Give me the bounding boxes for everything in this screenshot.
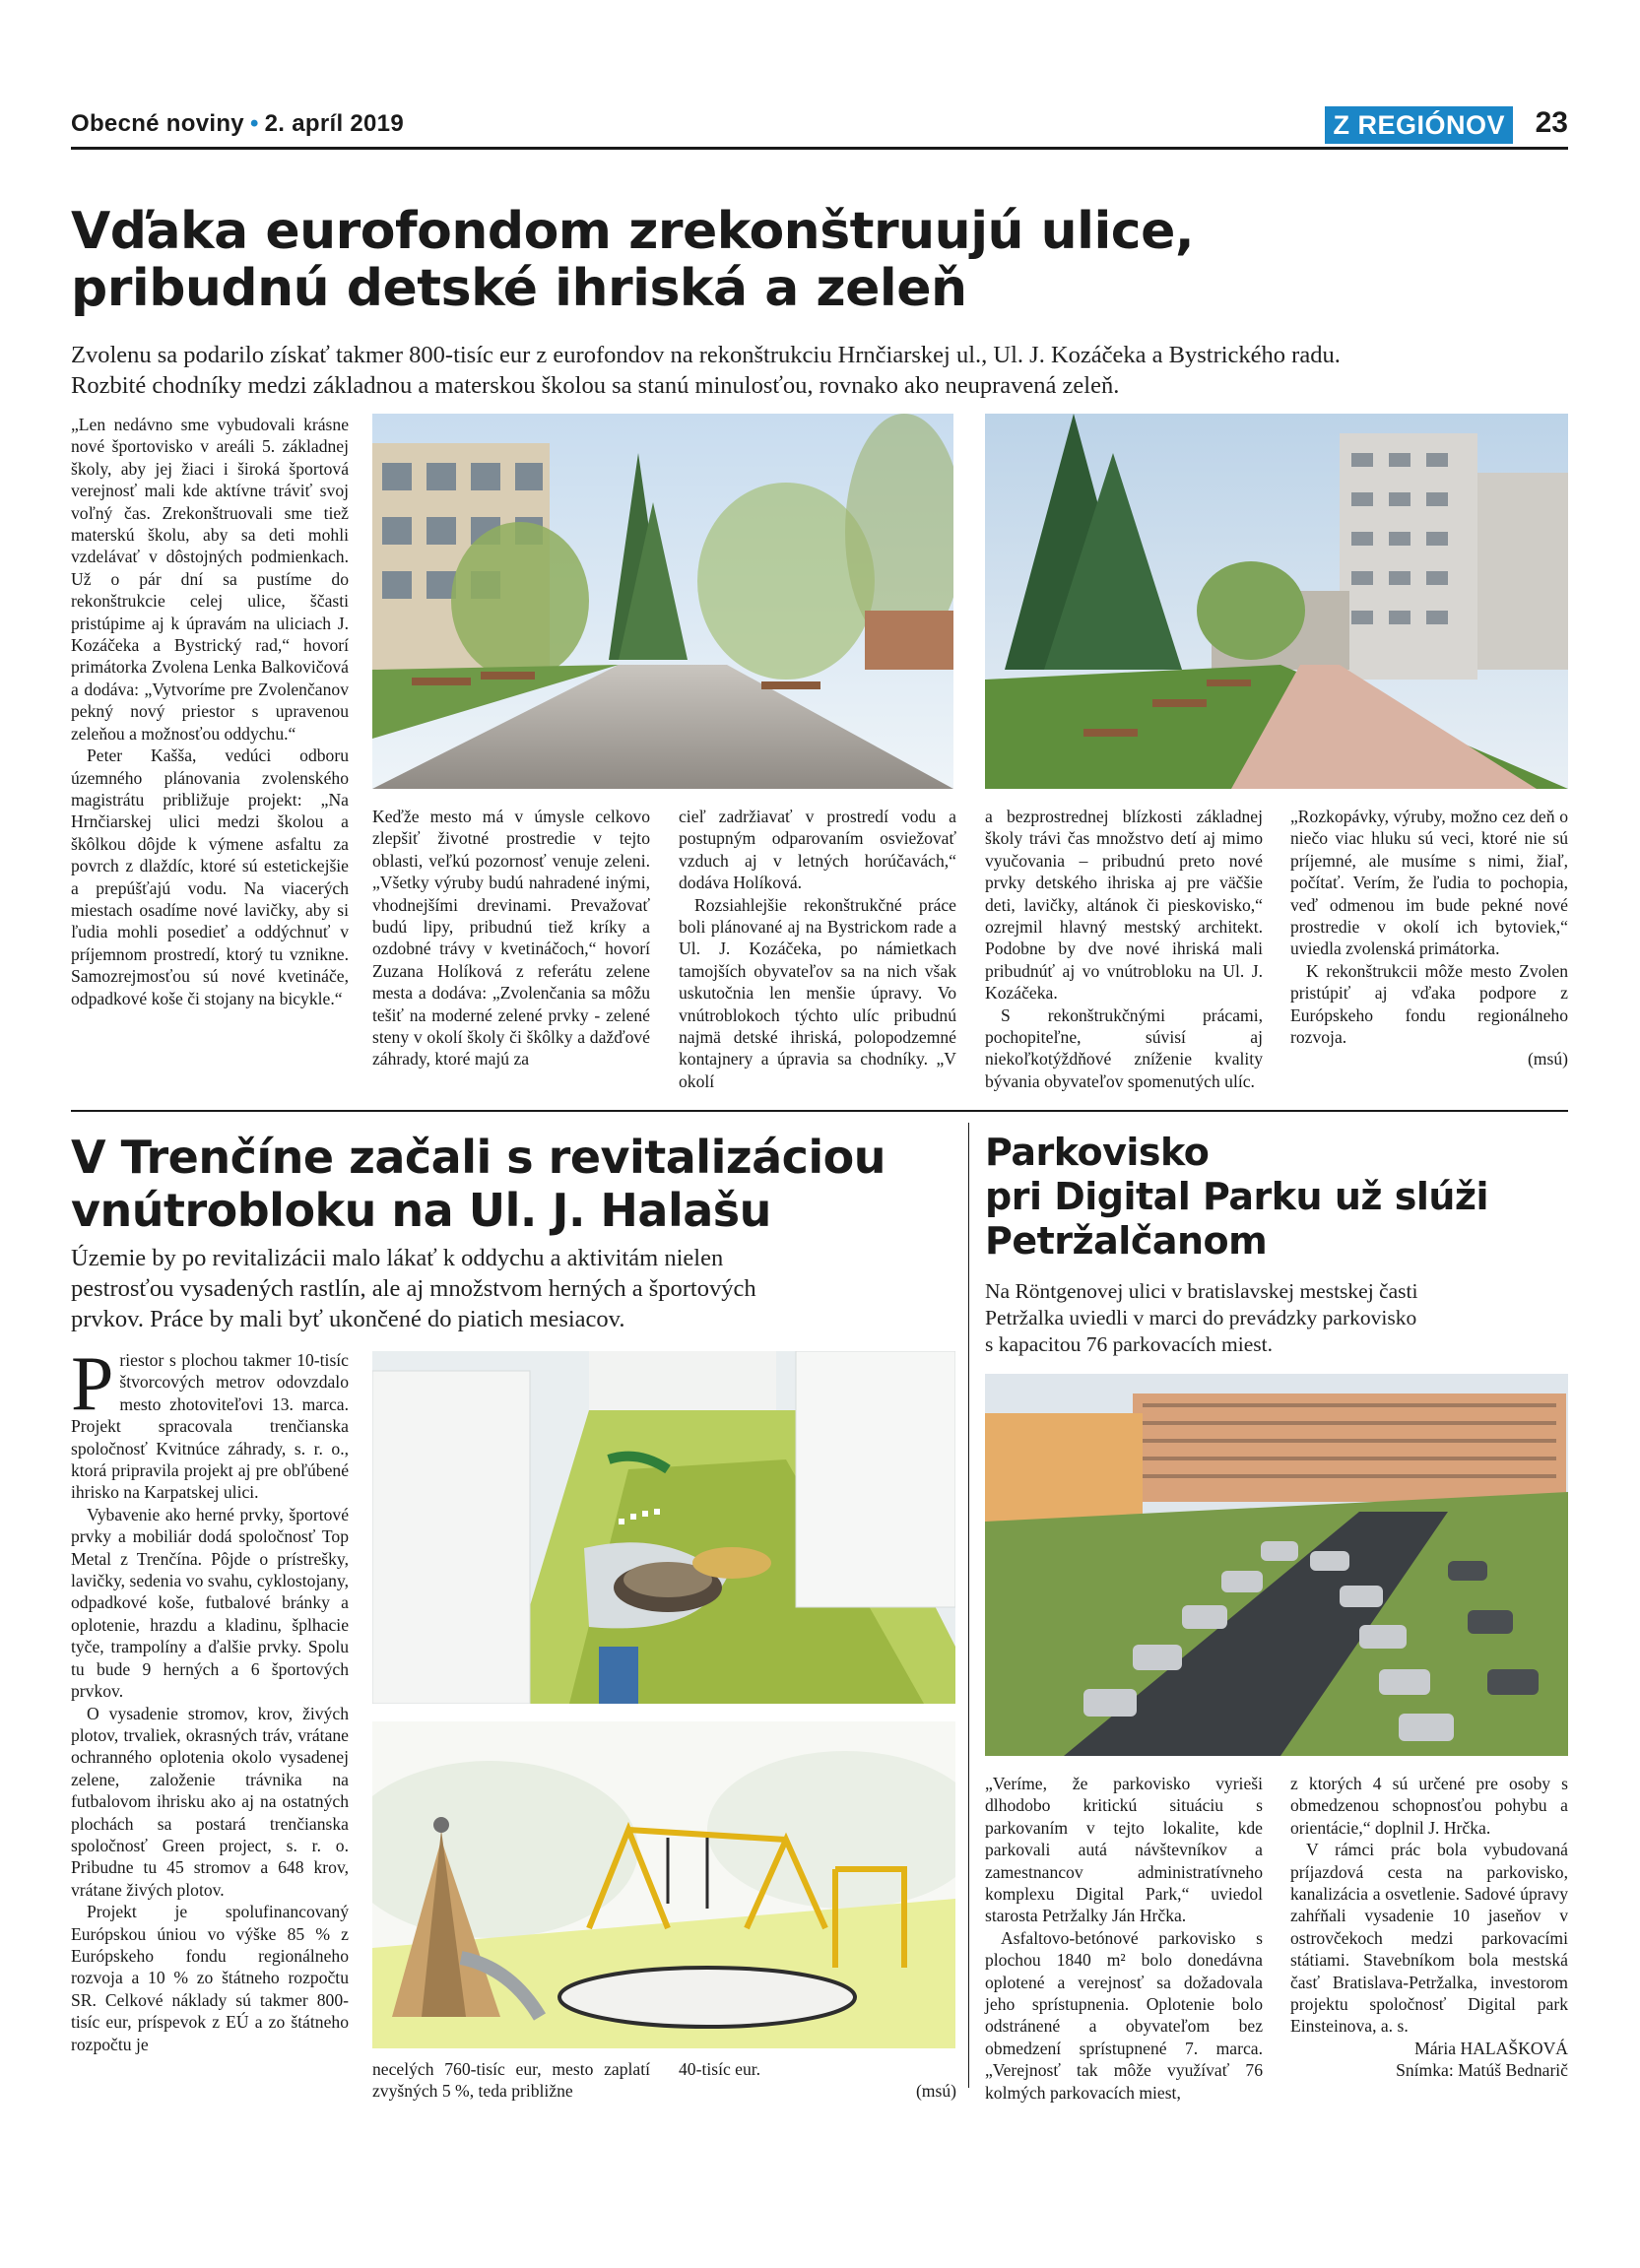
article1-column-1 [71, 414, 349, 1009]
article2-col3-paragraph-1: 40-tisíc eur. [679, 2059, 761, 2079]
article1-lead [71, 340, 1573, 401]
article1-col4-paragraph-2: S rekonštrukčnými prácami, pochopiteľne, súvisí aj niekoľkotýždňové zníženie kvality bývania obyvateľov spomenutých ulíc. [985, 1004, 1263, 1091]
article1-headline-line1: Vďaka eurofondom zrekonštruujú ulice, [71, 202, 1195, 261]
publication-date-line [71, 110, 404, 138]
street-render-image [372, 414, 953, 789]
article3-col2-paragraph-1: z ktorých 4 sú určené pre osoby s obmedzenou schopnosťou pohybu a orientácie,“ doplnil J. Hrčka. [1290, 1774, 1568, 1838]
dropcap-letter: P [71, 1340, 114, 1426]
column-divider [968, 1123, 969, 2088]
article3-lead-line3: s kapacitou 76 parkovacích miest. [985, 1332, 1273, 1356]
section-label: Z REGIÓNOV [1325, 106, 1513, 144]
article1-column-2 [372, 806, 650, 1070]
courtyard-render-image [985, 414, 1568, 789]
issue-date: 2. apríl 2019 [264, 110, 404, 137]
article3-photo-credit: Snímka: Matúš Bednarič [1396, 2060, 1568, 2081]
page-header [71, 106, 1568, 150]
article1-headline [71, 203, 1568, 317]
article3-headline [985, 1131, 1568, 1264]
article2-headline [71, 1131, 957, 1237]
article3-lead-line2: Petržalka uviedli v marci do prevádzky parkovisko [985, 1306, 1417, 1329]
article1-col2-paragraph-1: Keďže mesto má v úmysle celkovo zlepšiť životné prostredie v tejto oblasti, veľkú pozornosť venuje zeleni. „Všetky výruby budú nahradené inými, vhodnejšími drevinami. Prevažovať budú lipy, pribudnú tiež kríky a ozdobné trávy v kvetináčoch,“ hovorí Zuzana Holíková z referátu zelene mesta a dodáva: „Zvolenčania sa môžu tešiť na moderné zelené prvky - zelené steny v okolí školy či škôlky a dažďové záhrady, ktoré majú za [372, 807, 650, 1069]
article1-lead-line2: Rozbité chodníky medzi základnou a materskou školou sa stanú minulosťou, rovnako ako neupravená zeleň. [71, 372, 1120, 399]
article1-col4-paragraph-1: a bezprostrednej blízkosti základnej školy trávi čas množstvo detí aj mimo vyučovania – pribudnú preto nové prvky detského ihriska aj pre väčšie deti, lavičky, altánok či pieskovisko,“ ozrejmil hlavný mestský architekt. Podobne by dve nové ihriská mali pribudnúť aj vo vnútrobloku na Ul. J. Kozáčeka. [985, 807, 1263, 1004]
article1-column-5 [1290, 806, 1568, 1070]
article3-col2-paragraph-2: V rámci prác bola vybudovaná príjazdová cesta na parkovisko, kanalizácia a osvetlenie. Sadové úpravy zahŕňali vysadenie 10 jaseňov v ostrovčekoch medzi parkovacími státiami. Stavebníkom bola mestská časť Bratislava-Petržalka, investorom projektu spoločnosť Digital park Einsteinova, a. s. [1290, 1840, 1568, 2037]
parking-lot-image [985, 1374, 1568, 1756]
article1-headline-line2: pribudnú detské ihriská a zeleň [71, 259, 967, 318]
article1-col1-paragraph-1: „Len nedávno sme vybudovali krásne nové športovisko v areáli 5. základnej školy, aby jej žiaci i široká športová verejnosť mali kde aktívne tráviť svoj voľný čas. Zrekonštruovali sme tiež materskú školu, aby sa deti mohli vzdelávať v dôstojných podmienkach. Už o pár dní sa pustíme do rekonštrukcie celej ulice, ščasti pristúpime aj k úpravám na uliciach J. Kozáčeka a Bystrický rad,“ hovorí primátorka Zvolena Lenka Balkovičová a dodáva: „Vytvoríme pre Zvolenčanov pekný nový priestor s upravenou zeleňou a možnosťou oddychu.“ [71, 415, 349, 744]
article2-headline-line2: vnútrobloku na Ul. J. Halašu [71, 1184, 771, 1237]
article1-col5-paragraph-2: K rekonštrukcii môže mesto Zvolen pristúpiť aj vďaka podpore z Európskeho fondu regionálneho rozvoja. [1290, 960, 1568, 1048]
article2-headline-line1: V Trenčíne začali s revitalizáciou [71, 1131, 886, 1184]
playground-render-photo [372, 1721, 955, 2048]
article3-headline-line3: Petržalčanom [985, 1219, 1268, 1263]
street-render-photo [372, 414, 953, 789]
page-number: 23 [1535, 106, 1568, 139]
article1-col3-paragraph-2: Rozsiahlejšie rekonštrukčné práce boli plánované aj na Bystrickom rade a Ul. J. Kozáčeka, po námietkach tamojších obyvateľov sa na nich však uskutočnia len menšie úpravy. Vo vnútroblokoch týchto ulíc pribudnú najmä detské ihriská, polopodzemné kontajnery a úpravia sa chodníky. „V okolí [679, 894, 956, 1091]
park-aerial-render-photo [372, 1351, 955, 1704]
article2-col1-paragraph-1 [71, 1340, 349, 1504]
article3-col1-paragraph-2: Asfaltovo-betónové parkovisko s plochou 1840 m² bolo donedávna oplotené a verejnosť sa dožadovala jeho sprístupnenia. Oplotenie bolo odstránené a obyvateľom bez obmedzení sprístupnené 7. marca. „Verejnosť tak môže využívať 76 kolmých parkovacích miest, [985, 1927, 1263, 2103]
article1-lead-line1: Zvolenu sa podarilo získať takmer 800-tisíc eur z eurofondov na rekonštrukciu Hrnčiarskej ul., Ul. J. Kozáčeka a Bystrického radu. [71, 342, 1341, 368]
article3-column-2 [1290, 1773, 1568, 2082]
article2-column-1 [71, 1340, 349, 2055]
article1-col5-paragraph-1: „Rozkopávky, výruby, možno cez deň o niečo viac hluku sú veci, ktoré nie sú príjemné, ale musíme s nimi, žiaľ, počítať. Verím, že ľudia to pochopia, veď odmenou im bude pekné nové prostredie v okolí ich bytoviek,“ uviedla zvolenská primátorka. [1290, 807, 1568, 959]
article3-column-1 [985, 1773, 1263, 2104]
article3-col1-paragraph-1: „Veríme, že parkovisko vyrieši dlhodobo kritickú situáciu s parkovaním v tejto lokalite, kde parkovali autá návštevníkov a zamestnancov administratívneho komplexu Digital Park,“ uviedol starosta Petržalky Ján Hrčka. [985, 1774, 1263, 1926]
article1-column-3 [679, 806, 956, 1092]
article2-col1-paragraph-3: O vysadenie stromov, krov, živých plotov, trvaliek, okrasných tráv, vrátane ochranného oplotenia okolo vysadenej zelene, založenie trávnika na futbalovom ihrisku ako aj na ostatných plochách sa postará trenčianska spoločnosť Green project, s. r. o. Pribudne tu 45 stromov a 648 krov, vrátane živých plotov. [71, 1703, 349, 1900]
article3-headline-line2: pri Digital Parku už slúži [985, 1175, 1489, 1218]
playground-render-image [372, 1721, 955, 2048]
parking-lot-photo [985, 1374, 1568, 1756]
article1-col3-paragraph-1: cieľ zadržiavať v prostredí vodu a postupným odparovaním osviežovať vzduch aj v letných horúčavách,“ dodáva Holíková. [679, 807, 956, 893]
article2-col1-text-1: riestor s plochou takmer 10-tisíc štvorcových metrov odovzdalo mesto zhotoviteľovi 13. marca. Projekt spracovala trenčianska spoločnosť Kvitnúce záhrady, s. r. o., ktorá pripravila projekt aj pre obľúbené ihrisko na Karpatskej ulici. [71, 1350, 349, 1503]
article1-column-4 [985, 806, 1263, 1092]
article2-col1-paragraph-4: Projekt je spolufinancovaný Európskou úniou vo výške 85 % z Európskeho fondu regionálneho rozvoja a 10 % zo štátneho rozpočtu SR. Celkové náklady sú takmer 800-tisíc eur, príspevok z EÚ a zo štátneho rozpočtu je [71, 1902, 349, 2054]
park-aerial-render-image [372, 1351, 955, 1704]
article2-col2-paragraph-1: necelých 760-tisíc eur, mesto zaplatí zvyšných 5 %, teda približne [372, 2059, 650, 2102]
article3-lead-line1: Na Röntgenovej ulici v bratislavskej mestskej časti [985, 1279, 1418, 1303]
section-divider [71, 1110, 1568, 1112]
article2-signature: (msú) [915, 2081, 956, 2102]
article2-lead-line2: pestrosťou vysadených rastlín, ale aj množstvom herných a športových [71, 1275, 756, 1302]
article1-col1-paragraph-2: Peter Kašša, vedúci odboru územného plánovania zvolenského magistrátu približuje projekt: „Na Hrnčiarskej ulici medzi školou a škôlkou dôjde k výmene asfaltu za povrch z dlaždíc, ktoré sú estetickejšie a prepúšťajú vodu. Na viacerých miestach osadíme nové lavičky, aby si ľudia mohli posedieť a oddýchnuť v príjemnom prostredí, ktorý tu vznikne. Samozrejmosťou sú nové kvetináče, odpadkové koše či stojany na bicykle.“ [71, 745, 349, 1008]
article3-lead [985, 1278, 1568, 1358]
article2-column-3 [679, 2058, 956, 2103]
article2-col1-paragraph-2: Vybavenie ako herné prvky, športové prvky a mobiliár dodá spoločnosť Top Metal z Trenčína. Pôjde o prístrešky, lavičky, sedenia vo svahu, cyklostojany, odpadkové koše, futbalové bránky a oplotenie, hrazdu a kladinu, šplhacie tyče, trampolíny a ďalšie prvky. Spolu tu bude 9 herných a 6 športových prvkov. [71, 1504, 349, 1702]
article2-column-2 [372, 2058, 650, 2103]
article2-lead-line3: prvkov. Práce by mali byť ukončené do piatich mesiacov. [71, 1306, 625, 1332]
article2-lead-line1: Územie by po revitalizácii malo lákať k oddychu a aktivitám nielen [71, 1245, 724, 1271]
courtyard-render-photo [985, 414, 1568, 789]
separator-dot-icon: • [249, 110, 259, 137]
article3-headline-line1: Parkovisko [985, 1131, 1210, 1174]
article2-lead [71, 1243, 957, 1334]
article1-signature: (msú) [1527, 1049, 1568, 1069]
publication-name: Obecné noviny [71, 110, 244, 137]
article3-author: Mária HALAŠKOVÁ [1414, 2038, 1568, 2058]
